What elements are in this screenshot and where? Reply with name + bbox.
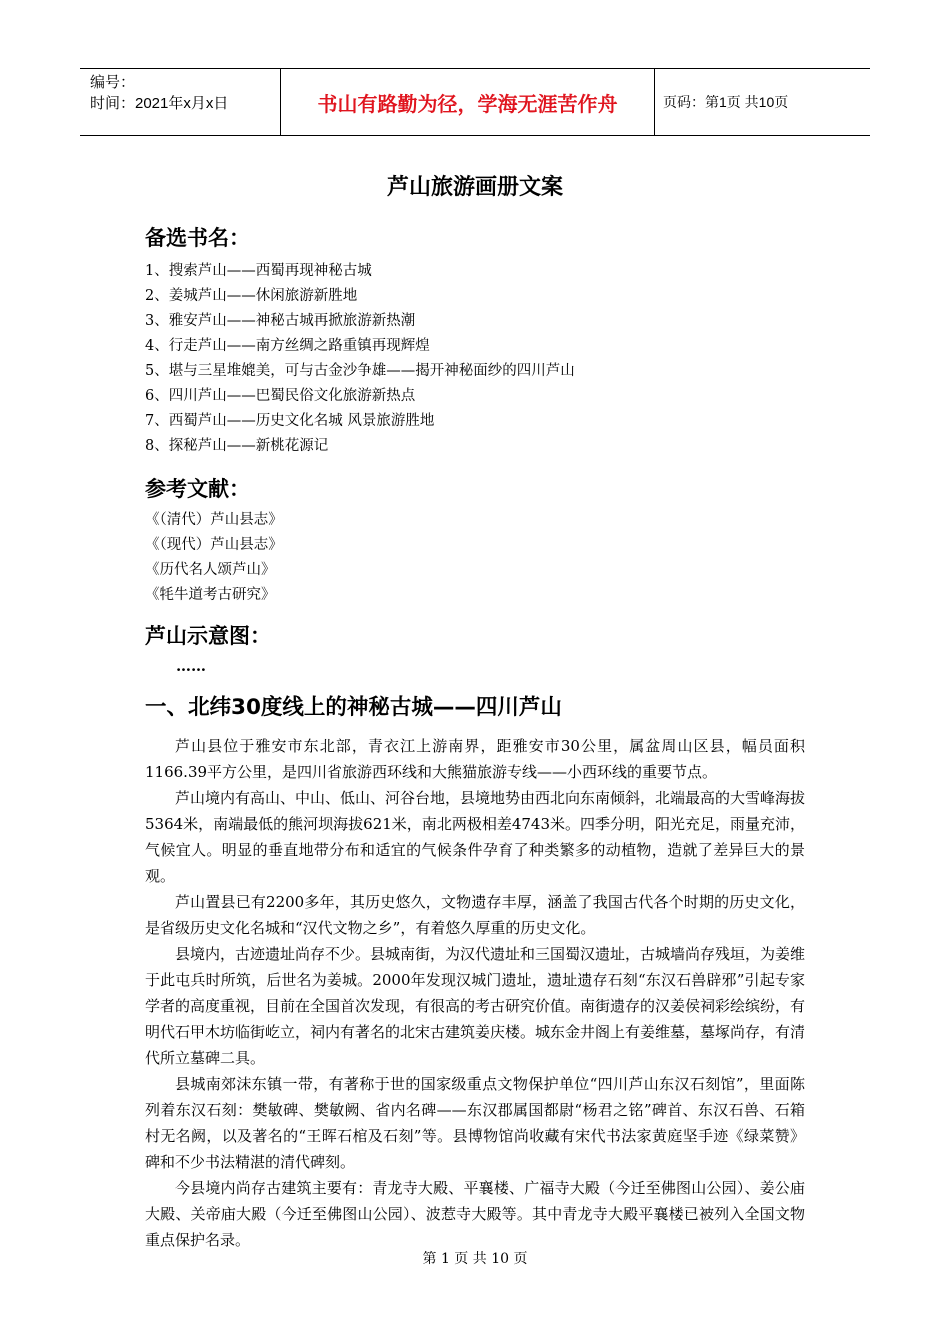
list-item: 《（清代）芦山县志》 <box>145 512 283 528</box>
number-label: 编号： <box>90 74 136 91</box>
list-item: 8、探秘芦山——新桃花源记 <box>145 438 329 454</box>
book-names-heading: 备选书名： <box>145 226 250 250</box>
document-title: 芦山旅游画册文案 <box>386 175 563 200</box>
list-item: 5、堪与三星堆媲美，可与古金沙争雄——揭开神秘面纱的四川芦山 <box>145 363 575 379</box>
references-list <box>145 508 283 608</box>
list-item: 《牦牛道考古研究》 <box>145 587 276 603</box>
list-item: 7、西蜀芦山——历史文化名城 风景旅游胜地 <box>145 413 435 429</box>
paragraph: 县境内，古迹遗址尚存不少。县城南街，为汉代遗址和三国蜀汉遗址，古城墙尚存残垣，为姜维于此屯兵时所筑，后世名为姜城。2000年发现汉城门遗址，遗址遗存石刻“东汉石兽辟邪”引起专家学者的高度重视，目前在全国首次发现，有很高的考古研究价值。南街遗存的汉姜侯祠彩绘缤纷，有明代石甲木坊临街屹立，祠内有著名的北宋古建筑姜庆楼。城东金井阁上有姜维墓，墓塚尚存，有清代所立墓碑二具。 <box>145 945 806 1067</box>
list-item: 6、四川芦山——巴蜀民俗文化旅游新热点 <box>145 388 416 404</box>
list-item: 4、行走芦山——南方丝绸之路重镇再现辉煌 <box>145 338 430 354</box>
list-item: 《（现代）芦山县志》 <box>145 537 283 553</box>
paragraph: 今县境内尚存古建筑主要有：青龙寺大殿、平襄楼、广福寺大殿（今迁至佛图山公园）、姜公庙大殿、关帝庙大殿（今迁至佛图山公园）、波惹寺大殿等。其中青龙寺大殿平襄楼已被列入全国文物重点保护名录。 <box>145 1179 805 1249</box>
map-heading: 芦山示意图： <box>145 624 271 648</box>
page-info: 页码：第1页 共10页 <box>663 94 789 110</box>
list-item: 1、搜索芦山——西蜀再现神秘古城 <box>145 263 372 279</box>
chapter-heading: 一、北纬30度线上的神秘古城——四川芦山 <box>145 695 562 720</box>
paragraph: 芦山置县已有2200多年，其历史悠久，文物遗存丰厚，涵盖了我国古代各个时期的历史文化，是省级历史文化名城和“汉代文物之乡”，有着悠久厚重的历史文化。 <box>145 893 805 937</box>
list-item: 3、雅安芦山——神秘古城再掀旅游新热潮 <box>145 313 416 329</box>
header-left-cell <box>80 69 280 135</box>
paragraph: 芦山境内有高山、中山、低山、河谷台地，县境地势由西北向东南倾斜，北端最高的大雪峰海拔5364米，南端最低的熊河坝海拔621米，南北两极相差4743米。四季分明，阳光充足，雨量充沛，气候宜人。明显的垂直地带分布和适宜的气候条件孕育了种类繁多的动植物，造就了差异巨大的景观。 <box>145 789 806 885</box>
chapter-body <box>145 733 805 1253</box>
list-item: 《历代名人颂芦山》 <box>145 562 276 578</box>
motto: 书山有路勤为径，学海无涯苦作舟 <box>280 69 655 135</box>
book-names-list <box>145 259 575 459</box>
time-label: 时间：2021年x月x日 <box>90 95 229 112</box>
paragraph: 芦山县位于雅安市东北部，青衣江上游南界，距雅安市30公里，属盆周山区县，幅员面积1166.39平方公里，是四川省旅游西环线和大熊猫旅游专线——小西环线的重要节点。 <box>145 737 805 781</box>
map-placeholder-ellipsis: …… <box>176 657 206 675</box>
references-heading: 参考文献： <box>145 477 250 501</box>
header-table <box>80 68 870 136</box>
page-footer: 第 1 页 共 10 页 <box>422 1251 528 1267</box>
paragraph: 县城南郊沫东镇一带，有著称于世的国家级重点文物保护单位“四川芦山东汉石刻馆”，里面陈列着东汉石刻：樊敏碑、樊敏阙、省内名碑——东汉郡属国都尉“杨君之铭”碑首、东汉石兽、石箱村无名阙，以及著名的“王晖石棺及石刻”等。县博物馆尚收藏有宋代书法家黄庭坚手迹《绿菜赞》碑和不少书法精湛的清代碑刻。 <box>145 1075 805 1171</box>
list-item: 2、姜城芦山——休闲旅游新胜地 <box>145 288 358 304</box>
